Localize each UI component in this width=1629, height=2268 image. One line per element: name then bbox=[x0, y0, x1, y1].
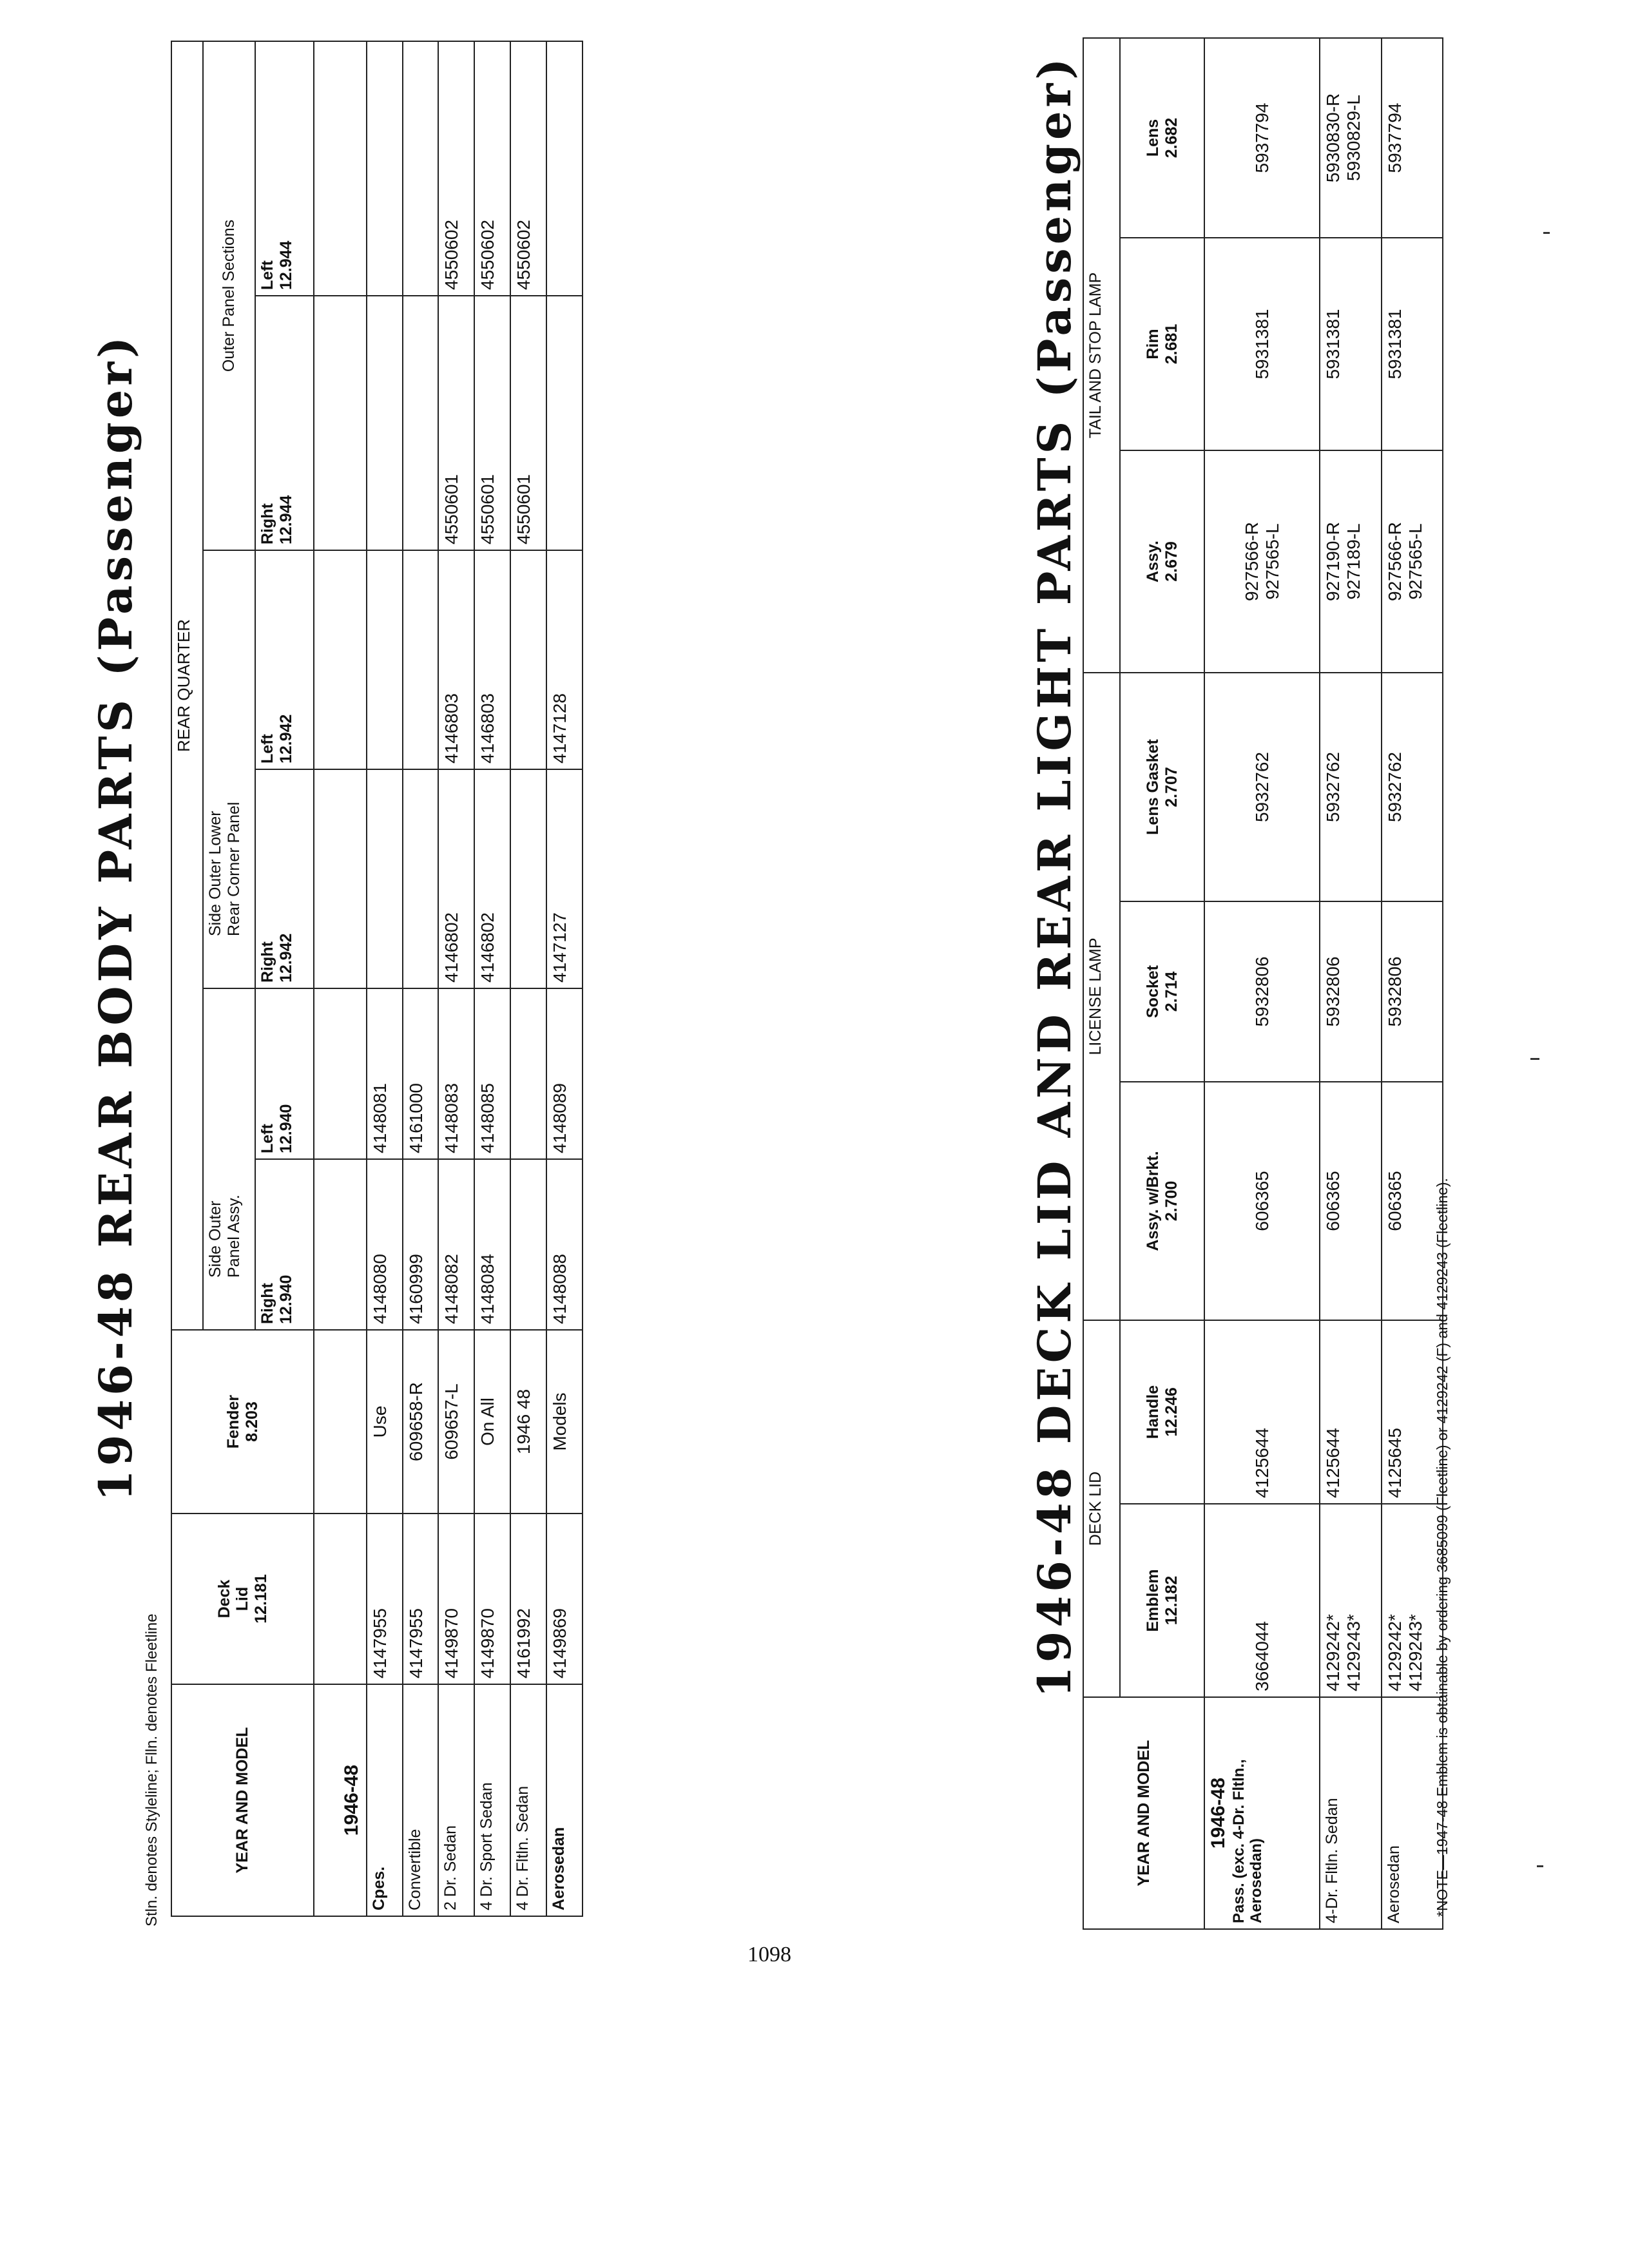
row-ops-l bbox=[403, 41, 439, 296]
row-ops-l bbox=[546, 41, 583, 296]
row-rim: 5931381 bbox=[1204, 238, 1320, 450]
row-ops-r bbox=[403, 296, 439, 550]
sol-right-hdr: Right 12.942 bbox=[255, 769, 314, 988]
row-assy-brkt: 606365 bbox=[1204, 1082, 1320, 1320]
row-model: Aerosedan bbox=[1382, 1697, 1443, 1929]
row-handle: 4125644 bbox=[1320, 1320, 1381, 1504]
row-sop-r: 4160999 bbox=[403, 1159, 439, 1330]
row-deck: 4149869 bbox=[546, 1514, 583, 1684]
row-handle: 4125645 bbox=[1382, 1320, 1443, 1504]
row-ops-r bbox=[546, 296, 583, 550]
rear-body-table-wrap bbox=[171, 41, 583, 1917]
row-ops-l: 4550602 bbox=[510, 41, 546, 296]
col-year-model: YEAR AND MODEL bbox=[171, 1684, 314, 1916]
row-sop-l: 4148083 bbox=[438, 988, 474, 1159]
deck-lid-table bbox=[1083, 37, 1443, 1930]
row-sop-r: 4148082 bbox=[438, 1159, 474, 1330]
row-assy-brkt: 606365 bbox=[1320, 1082, 1381, 1320]
row-deck: 4147955 bbox=[367, 1514, 403, 1684]
row-sop-r: 4148084 bbox=[474, 1159, 510, 1330]
margin-mark bbox=[1530, 1058, 1539, 1060]
col-year-model: YEAR AND MODEL bbox=[1083, 1697, 1204, 1929]
row-fender: 609658-R bbox=[403, 1330, 439, 1514]
rear-body-table bbox=[171, 41, 583, 1917]
row-assy-brkt: 606365 bbox=[1382, 1082, 1443, 1320]
col-tail-stop: TAIL AND STOP LAMP bbox=[1083, 38, 1120, 673]
row-sol-l bbox=[367, 550, 403, 769]
deck-lid-table-wrap bbox=[1083, 37, 1443, 1930]
table-row bbox=[438, 41, 474, 1916]
sol-left-hdr: Left 12.942 bbox=[255, 550, 314, 769]
row-sol-l: 4147128 bbox=[546, 550, 583, 769]
deck-lid-title: 1946-48 DECK LID AND REAR LIGHT PARTS (Passenger) bbox=[1028, 54, 1081, 1698]
table-row bbox=[474, 41, 510, 1916]
col-deck-lid: DECK LID bbox=[1083, 1320, 1120, 1697]
row-ops-r: 4550601 bbox=[510, 296, 546, 550]
row-emblem: 4129242* 4129243* bbox=[1382, 1504, 1443, 1697]
row-sol-l bbox=[510, 550, 546, 769]
row-sop-l: 4148085 bbox=[474, 988, 510, 1159]
margin-mark bbox=[1543, 232, 1550, 234]
row-gasket: 5932762 bbox=[1204, 673, 1320, 901]
row-sop-r bbox=[510, 1159, 546, 1330]
row-emblem: 4129242* 4129243* bbox=[1320, 1504, 1381, 1697]
row-sol-r: 4146802 bbox=[438, 769, 474, 988]
row-model: Convertible bbox=[403, 1684, 439, 1916]
margin-mark bbox=[1537, 1865, 1543, 1867]
row-sol-l: 4146803 bbox=[438, 550, 474, 769]
row-gasket: 5932762 bbox=[1382, 673, 1443, 901]
row-ops-r bbox=[367, 296, 403, 550]
row-sop-r: 4148088 bbox=[546, 1159, 583, 1330]
row-model: Cpes. bbox=[367, 1684, 403, 1916]
row-sop-l: 4161000 bbox=[403, 988, 439, 1159]
table-row bbox=[403, 41, 439, 1916]
row-model: Aerosedan bbox=[546, 1684, 583, 1916]
table-row bbox=[546, 41, 583, 1916]
emblem-note: *NOTE—1947-48 Emblem is obtainable by ordering 3685099 (Fleetline) or 4129242 (F) and 4129243 (Fleetline). bbox=[1434, 1178, 1451, 1917]
handle-hdr: Handle 12.246 bbox=[1120, 1320, 1204, 1504]
row-lens: 5937794 bbox=[1382, 38, 1443, 238]
col-license-lamp: LICENSE LAMP bbox=[1083, 673, 1120, 1320]
table-row bbox=[1204, 38, 1320, 1929]
row-sol-r bbox=[510, 769, 546, 988]
row-sop-l: 4148089 bbox=[546, 988, 583, 1159]
assy-hdr: Assy. 2.679 bbox=[1120, 450, 1204, 673]
row-assy: 927566-R 927565-L bbox=[1382, 450, 1443, 673]
row-ops-l bbox=[367, 41, 403, 296]
row-assy: 927566-R 927565-L bbox=[1204, 450, 1320, 673]
sop-right-hdr: Right 12.940 bbox=[255, 1159, 314, 1330]
row-model bbox=[1204, 1697, 1320, 1929]
row-fender: Use bbox=[367, 1330, 403, 1514]
row-sol-r bbox=[403, 769, 439, 988]
ops-left-hdr: Left 12.944 bbox=[255, 41, 314, 296]
row-model-label: Pass. (exc. 4-Dr. Fltln., Aerosedan) bbox=[1229, 1759, 1266, 1923]
row-sop-l bbox=[510, 988, 546, 1159]
row-fender: 609657-L bbox=[438, 1330, 474, 1514]
row-deck: 4149870 bbox=[438, 1514, 474, 1684]
row-rim: 5931381 bbox=[1382, 238, 1443, 450]
row-gasket: 5932762 bbox=[1320, 673, 1381, 901]
row-fender: Models bbox=[546, 1330, 583, 1514]
row-sol-l bbox=[403, 550, 439, 769]
deck-lid-year: 1946-48 bbox=[1208, 1777, 1229, 1849]
row-fender: 1946 48 bbox=[510, 1330, 546, 1514]
socket-hdr: Socket 2.714 bbox=[1120, 901, 1204, 1082]
legend-note: Stln. denotes Styleline; Flln. denotes Fleetline bbox=[143, 1613, 160, 1927]
ops-right-hdr: Right 12.944 bbox=[255, 296, 314, 550]
row-model: 4-Dr. Fltln. Sedan bbox=[1320, 1697, 1381, 1929]
row-model: 2 Dr. Sedan bbox=[438, 1684, 474, 1916]
rim-hdr: Rim 2.681 bbox=[1120, 238, 1204, 450]
emblem-hdr: Emblem 12.182 bbox=[1120, 1504, 1204, 1697]
row-ops-l: 4550602 bbox=[474, 41, 510, 296]
sop-left-hdr: Left 12.940 bbox=[255, 988, 314, 1159]
page-number: 1098 bbox=[747, 1943, 791, 1966]
row-model: 4 Dr. Sport Sedan bbox=[474, 1684, 510, 1916]
rear-body-title: 1946-48 REAR BODY PARTS (Passenger) bbox=[89, 332, 142, 1501]
row-assy: 927190-R 927189-L bbox=[1320, 450, 1381, 673]
row-lens: 5930830-R 5930829-L bbox=[1320, 38, 1381, 238]
row-ops-r: 4550601 bbox=[438, 296, 474, 550]
assy-brkt-hdr: Assy. w/Brkt. 2.700 bbox=[1120, 1082, 1204, 1320]
row-sol-l: 4146803 bbox=[474, 550, 510, 769]
lens-gasket-hdr: Lens Gasket 2.707 bbox=[1120, 673, 1204, 901]
row-ops-r: 4550601 bbox=[474, 296, 510, 550]
row-deck: 4149870 bbox=[474, 1514, 510, 1684]
col-deck-lid: Deck Lid 12.181 bbox=[171, 1514, 314, 1684]
col-fender: Fender 8.203 bbox=[171, 1330, 314, 1514]
lens-hdr: Lens 2.682 bbox=[1120, 38, 1204, 238]
row-deck: 4147955 bbox=[403, 1514, 439, 1684]
row-lens: 5937794 bbox=[1204, 38, 1320, 238]
row-model: 4 Dr. Fltln. Sedan bbox=[510, 1684, 546, 1916]
row-ops-l: 4550602 bbox=[438, 41, 474, 296]
col-side-outer-lower: Side Outer Lower Rear Corner Panel bbox=[203, 550, 255, 988]
col-outer-panel-sections: Outer Panel Sections bbox=[203, 41, 255, 550]
row-deck: 4161992 bbox=[510, 1514, 546, 1684]
row-sop-r: 4148080 bbox=[367, 1159, 403, 1330]
rear-body-year: 1946-48 bbox=[314, 1684, 366, 1916]
table-row bbox=[510, 41, 546, 1916]
row-socket: 5932806 bbox=[1320, 901, 1381, 1082]
col-side-outer-panel: Side Outer Panel Assy. bbox=[203, 988, 255, 1330]
row-socket: 5932806 bbox=[1204, 901, 1320, 1082]
row-rim: 5931381 bbox=[1320, 238, 1381, 450]
row-sol-r: 4146802 bbox=[474, 769, 510, 988]
table-row bbox=[367, 41, 403, 1916]
row-fender: On All bbox=[474, 1330, 510, 1514]
row-sol-r bbox=[367, 769, 403, 988]
table-row bbox=[1320, 38, 1381, 1929]
col-rear-quarter: REAR QUARTER bbox=[171, 41, 203, 1330]
row-socket: 5932806 bbox=[1382, 901, 1443, 1082]
row-emblem: 3664044 bbox=[1204, 1504, 1320, 1697]
row-handle: 4125644 bbox=[1204, 1320, 1320, 1504]
row-sol-r: 4147127 bbox=[546, 769, 583, 988]
row-sop-l: 4148081 bbox=[367, 988, 403, 1159]
